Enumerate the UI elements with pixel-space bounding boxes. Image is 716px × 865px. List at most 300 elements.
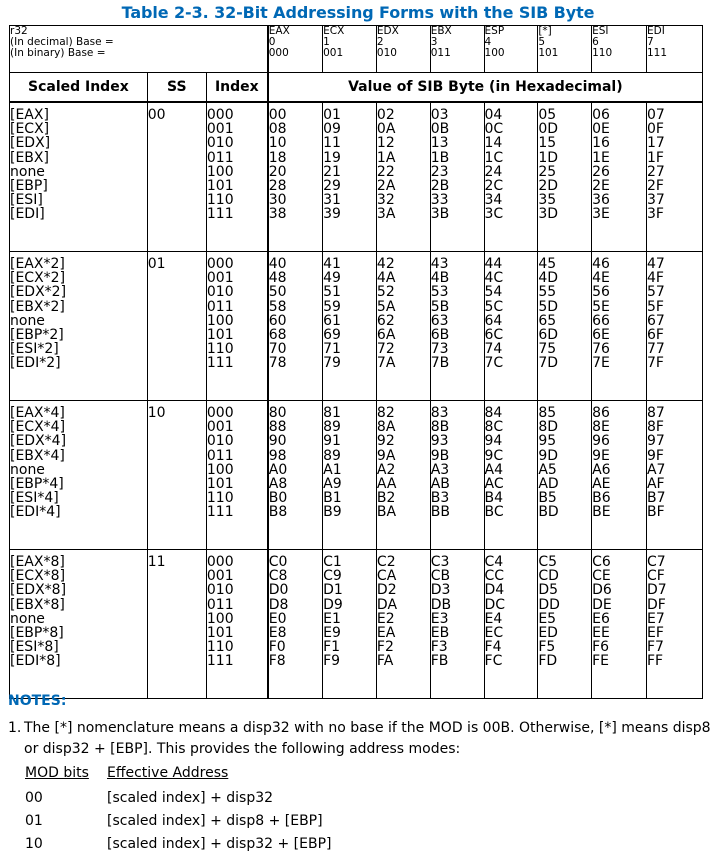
sib-hex-value: AF — [646, 476, 665, 493]
base-reg: ECX — [323, 25, 345, 37]
sib-value-cell — [430, 401, 484, 550]
sib-hex-value: 36 — [592, 192, 610, 209]
sib-hex-value: 85 — [538, 405, 557, 421]
sib-hex-value: B1 — [323, 490, 342, 507]
sib-hex-value: FA — [376, 653, 394, 670]
sib-hex-value: 3A — [376, 206, 396, 223]
sib-hex-value: 66 — [592, 312, 610, 329]
sib-hex-value: DF — [646, 596, 666, 613]
sib-hex-value: 12 — [376, 135, 395, 152]
index-header: Index — [206, 73, 267, 103]
index-entry: 010 — [206, 582, 234, 599]
sib-hex-value: ED — [538, 625, 558, 642]
ss-cell — [147, 550, 206, 699]
scaled-index-entry: [ECX] — [10, 121, 50, 138]
sib-hex-value: C7 — [646, 554, 666, 570]
sib-hex-value: 1C — [484, 149, 504, 166]
sib-hex-value: 1B — [430, 149, 450, 166]
sib-hex-value: 43 — [430, 256, 449, 272]
sib-hex-value: C4 — [484, 554, 504, 570]
sib-hex-value: 89 — [323, 447, 341, 464]
ss-header: SS — [147, 73, 206, 103]
sib-hex-value: D6 — [592, 582, 612, 599]
sib-value-cell — [430, 102, 484, 252]
index-entry: 100 — [206, 610, 234, 627]
sib-hex-value: 24 — [484, 163, 503, 180]
sib-hex-value: D5 — [538, 582, 558, 599]
sib-hex-value: AA — [376, 476, 397, 493]
scaled-index-entry: [ESI*4] — [10, 490, 59, 507]
sib-hex-value: 7D — [538, 355, 558, 372]
sib-hex-value: 76 — [592, 341, 610, 358]
sib-hex-value: 32 — [376, 192, 395, 209]
sib-value-cell — [376, 102, 430, 252]
sib-hex-value: FD — [538, 653, 558, 670]
sib-hex-value: E8 — [268, 625, 287, 642]
sib-hex-value: 47 — [646, 256, 665, 272]
sib-hex-value: C9 — [323, 568, 342, 585]
sib-hex-value: 4A — [376, 270, 396, 287]
index-entry: 111 — [206, 653, 234, 670]
sib-hex-value: 11 — [323, 135, 341, 152]
sib-hex-value: A3 — [430, 461, 450, 478]
sib-hex-value: 1E — [592, 149, 610, 166]
index-entry: 010 — [206, 284, 234, 301]
index-entry: 100 — [206, 312, 234, 329]
sib-hex-value: F9 — [323, 653, 341, 670]
sib-hex-value: 27 — [646, 163, 665, 180]
index-entry: 001 — [206, 568, 234, 585]
base-cell — [484, 26, 538, 73]
sib-hex-value: 44 — [484, 256, 503, 272]
base-dec: 2 — [376, 36, 384, 48]
index-entry: 000 — [206, 256, 234, 272]
scaled-index-entry: [EDI*2] — [10, 355, 61, 372]
sib-hex-value: E4 — [484, 610, 503, 627]
index-cell — [206, 550, 267, 699]
sib-hex-value: 0C — [484, 121, 504, 138]
sib-hex-value: 93 — [430, 433, 449, 450]
sib-hex-value: BE — [592, 504, 611, 521]
sib-hex-value: 02 — [376, 107, 395, 123]
ss-cell — [147, 252, 206, 401]
sib-hex-value: 73 — [430, 341, 449, 358]
index-entry: 111 — [206, 206, 234, 223]
scaled-index-entry: [EBP*8] — [10, 625, 64, 642]
base-reg: ESI — [592, 25, 609, 37]
sib-hex-value: 38 — [268, 206, 287, 223]
sib-hex-value: 6D — [538, 327, 558, 344]
sib-hex-value: 8D — [538, 419, 558, 436]
sib-hex-value: 83 — [430, 405, 449, 421]
sib-hex-value: 5A — [376, 298, 396, 315]
sib-hex-value: A5 — [538, 461, 557, 478]
base-dec: 0 — [268, 36, 276, 48]
sib-hex-value: C5 — [538, 554, 557, 570]
index-entry: 001 — [206, 419, 234, 436]
sib-value-cell — [592, 102, 647, 252]
note-text: The [*] nomenclature means a disp32 with no base if the MOD is 00B. Otherwise, [*] means disp8 or disp32 + [EBP]. This provides the following address modes: — [24, 720, 711, 757]
sib-value-cell — [592, 401, 647, 550]
sib-hex-value: DD — [538, 596, 560, 613]
sib-hex-value: 7A — [376, 355, 396, 372]
sib-hex-value: 91 — [323, 433, 341, 450]
sib-hex-value: 67 — [646, 312, 665, 329]
sib-hex-value: DC — [484, 596, 506, 613]
sib-hex-value: 33 — [430, 192, 449, 209]
sib-hex-value: BC — [484, 504, 504, 521]
sib-hex-value: 48 — [268, 270, 287, 287]
scaled-index-entry: [EDI] — [10, 206, 45, 223]
sib-hex-value: D3 — [430, 582, 451, 599]
sib-hex-value: FC — [484, 653, 503, 670]
sib-hex-value: 3E — [592, 206, 610, 223]
sib-hex-value: 9F — [646, 447, 664, 464]
sib-hex-value: 0A — [376, 121, 396, 138]
base-dec: 6 — [592, 36, 599, 48]
sib-hex-value: 59 — [323, 298, 341, 315]
sib-hex-value: BF — [646, 504, 665, 521]
ss-group-row — [10, 401, 703, 550]
sib-hex-value: 79 — [323, 355, 341, 372]
sib-hex-value: 09 — [323, 121, 341, 138]
sib-value-cell — [376, 550, 430, 699]
sib-hex-value: 01 — [323, 107, 341, 123]
sib-value-cell — [538, 252, 592, 401]
sib-hex-value: E2 — [376, 610, 395, 627]
sib-hex-value: DE — [592, 596, 612, 613]
ss-group-row — [10, 102, 703, 252]
sib-hex-value: 95 — [538, 433, 557, 450]
sib-hex-value: 14 — [484, 135, 503, 152]
base-bin: 110 — [592, 47, 613, 59]
sib-hex-value: F4 — [484, 639, 502, 656]
sib-hex-value: 2B — [430, 178, 450, 195]
index-entry: 110 — [206, 490, 234, 507]
mod-value: 10 — [25, 836, 43, 852]
base-reg: EBX — [430, 25, 452, 37]
sib-hex-value: 77 — [646, 341, 665, 358]
sib-hex-value: 88 — [268, 419, 287, 436]
sib-hex-value: E9 — [323, 625, 341, 642]
sib-hex-value: 5F — [646, 298, 664, 315]
sib-hex-value: AC — [484, 476, 504, 493]
sib-hex-value: 7E — [592, 355, 610, 372]
sib-hex-value: D8 — [268, 596, 289, 613]
effective-address: [scaled index] + disp8 + [EBP] — [107, 813, 323, 829]
sib-hex-value: EB — [430, 625, 450, 642]
sib-hex-value: A4 — [484, 461, 503, 478]
scaled-index-entry: [EDX*2] — [10, 284, 67, 301]
sib-hex-value: 74 — [484, 341, 503, 358]
sib-hex-value: CD — [538, 568, 559, 585]
sib-hex-value: A2 — [376, 461, 396, 478]
sib-value-cell — [268, 252, 323, 401]
sib-hex-value: 46 — [592, 256, 610, 272]
sib-hex-value: 56 — [592, 284, 610, 301]
base-cell — [376, 26, 430, 73]
base-reg: ESP — [484, 25, 505, 37]
ss-value: 10 — [147, 405, 166, 421]
sib-hex-value: C3 — [430, 554, 450, 570]
sib-table — [9, 25, 703, 699]
base-bin: 001 — [323, 47, 344, 59]
sib-hex-value: 5C — [484, 298, 504, 315]
base-cell — [592, 26, 647, 73]
sib-hex-value: DB — [430, 596, 452, 613]
base-cell — [323, 26, 377, 73]
base-reg: EAX — [268, 25, 290, 37]
scaled-index-entry: none — [10, 461, 45, 478]
base-reg: [*] — [538, 25, 552, 37]
base-cell — [268, 26, 323, 73]
sib-hex-value: 42 — [376, 256, 395, 272]
scaled-index-entry: [EDX] — [10, 135, 51, 152]
sib-hex-value: B7 — [646, 490, 666, 507]
sib-hex-value: 1D — [538, 149, 558, 166]
sib-hex-value: 60 — [268, 312, 287, 329]
sib-hex-value: EF — [646, 625, 664, 642]
sib-hex-value: BD — [538, 504, 559, 521]
scaled-index-entry: [ESI*8] — [10, 639, 59, 656]
index-entry: 011 — [206, 298, 234, 315]
sib-hex-value: 06 — [592, 107, 610, 123]
sib-hex-value: 35 — [538, 192, 557, 209]
scaled-index-entry: [EAX*2] — [10, 256, 65, 272]
ss-value: 11 — [147, 554, 166, 570]
sib-hex-value: 4E — [592, 270, 610, 287]
sib-hex-value: 30 — [268, 192, 287, 209]
sib-hex-value: 3D — [538, 206, 558, 223]
sib-hex-value: 54 — [484, 284, 503, 301]
sib-hex-value: 94 — [484, 433, 503, 450]
sib-hex-value: CE — [592, 568, 611, 585]
sib-hex-value: 98 — [268, 447, 287, 464]
sib-hex-value: 8F — [646, 419, 664, 436]
scaled-index-entry: [EBX*8] — [10, 596, 65, 613]
sib-value-cell — [323, 401, 377, 550]
sib-hex-value: 75 — [538, 341, 557, 358]
sib-hex-value: 2A — [376, 178, 396, 195]
sib-hex-value: 39 — [323, 206, 341, 223]
base-bin: 111 — [646, 47, 668, 59]
base-reg: EDI — [646, 25, 665, 37]
base-bin: 010 — [376, 47, 397, 59]
scaled-index-cell — [10, 102, 148, 252]
scaled-index-cell — [10, 550, 148, 699]
sib-hex-value: 0D — [538, 121, 558, 138]
sib-hex-value: 7B — [430, 355, 450, 372]
sib-hex-value: BA — [376, 504, 397, 521]
scaled-index-entry: [ESI] — [10, 192, 43, 209]
sib-hex-value: B9 — [323, 504, 342, 521]
sib-hex-value: 08 — [268, 121, 287, 138]
sib-hex-value: 3C — [484, 206, 504, 223]
sib-hex-value: 69 — [323, 327, 341, 344]
sib-hex-value: 53 — [430, 284, 449, 301]
sib-hex-value: 13 — [430, 135, 449, 152]
sib-hex-value: B2 — [376, 490, 396, 507]
effective-address: [scaled index] + disp32 — [107, 790, 274, 806]
sib-hex-value: 4B — [430, 270, 450, 287]
sib-hex-value: 1A — [376, 149, 396, 166]
sib-hex-value: 55 — [538, 284, 557, 301]
sib-hex-value: BB — [430, 504, 450, 521]
sib-hex-value: 0F — [646, 121, 664, 138]
sib-hex-value: F0 — [268, 639, 286, 656]
sib-hex-value: 8B — [430, 419, 450, 436]
ss-cell — [147, 102, 206, 252]
scaled-index-cell — [10, 401, 148, 550]
index-entry: 011 — [206, 447, 234, 464]
sib-hex-value: F3 — [430, 639, 448, 656]
index-entry: 001 — [206, 270, 234, 287]
scaled-index-entry: [EDX*8] — [10, 582, 67, 599]
scaled-index-entry: [EDX*4] — [10, 433, 67, 450]
sib-hex-value: 97 — [646, 433, 665, 450]
sib-hex-value: CA — [376, 568, 397, 585]
sib-hex-value: B4 — [484, 490, 504, 507]
scaled-index-entry: [ECX*8] — [10, 568, 66, 585]
sib-value-cell — [646, 401, 702, 550]
index-entry: 100 — [206, 461, 234, 478]
scaled-index-entry: [EBP*2] — [10, 327, 64, 344]
sib-hex-value: F2 — [376, 639, 394, 656]
index-entry: 110 — [206, 192, 234, 209]
column-header-row — [10, 73, 703, 103]
sib-value-cell — [484, 550, 538, 699]
sib-hex-value: 80 — [268, 405, 287, 421]
sib-hex-value: 37 — [646, 192, 665, 209]
sib-hex-value: 84 — [484, 405, 503, 421]
sib-hex-value: E5 — [538, 610, 557, 627]
base-bin: 101 — [538, 47, 559, 59]
mod-value: 00 — [25, 790, 43, 806]
sib-hex-value: B0 — [268, 490, 288, 507]
sib-hex-value: E3 — [430, 610, 449, 627]
sib-value-cell — [592, 550, 647, 699]
sib-value-cell — [323, 550, 377, 699]
sib-hex-value: 03 — [430, 107, 449, 123]
sib-value-cell — [268, 102, 323, 252]
sib-hex-value: 6E — [592, 327, 610, 344]
scaled-index-entry: [ECX*2] — [10, 270, 66, 287]
sib-hex-value: 64 — [484, 312, 503, 329]
sib-value-cell — [376, 401, 430, 550]
sib-hex-value: 0B — [430, 121, 450, 138]
sib-hex-value: 8E — [592, 419, 610, 436]
sib-value-cell — [484, 252, 538, 401]
sib-value-cell — [592, 252, 647, 401]
sib-hex-value: B5 — [538, 490, 557, 507]
sib-hex-value: 16 — [592, 135, 610, 152]
sib-hex-value: 31 — [323, 192, 341, 209]
sib-hex-value: 6B — [430, 327, 450, 344]
note-1 — [8, 718, 712, 760]
sib-value-cell — [323, 102, 377, 252]
scaled-index-entry: none — [10, 610, 45, 627]
sib-hex-value: D1 — [323, 582, 343, 599]
sib-hex-value: A8 — [268, 476, 288, 493]
scaled-index-entry: [EBX] — [10, 149, 49, 166]
sib-hex-value: 86 — [592, 405, 610, 421]
sib-hex-value: 20 — [268, 163, 287, 180]
sib-hex-value: 61 — [323, 312, 341, 329]
sib-hex-value: 71 — [323, 341, 341, 358]
sib-hex-value: 05 — [538, 107, 557, 123]
base-dec: 1 — [323, 36, 330, 48]
base-dec: 5 — [538, 36, 545, 48]
sib-value-cell — [484, 102, 538, 252]
sib-hex-value: 78 — [268, 355, 287, 372]
sib-hex-value: 92 — [376, 433, 395, 450]
sib-hex-value: B3 — [430, 490, 450, 507]
sib-hex-value: 1F — [646, 149, 664, 166]
sib-hex-value: 19 — [323, 149, 341, 166]
index-entry: 000 — [206, 107, 234, 123]
sib-hex-value: B6 — [592, 490, 611, 507]
effective-address-header: Effective Address — [107, 765, 229, 781]
sib-hex-value: C0 — [268, 554, 288, 570]
sib-hex-value: F8 — [268, 653, 286, 670]
scaled-index-entry: [EAX*8] — [10, 554, 65, 570]
sib-hex-value: CF — [646, 568, 665, 585]
sib-hex-value: 00 — [268, 107, 287, 123]
sib-hex-value: 22 — [376, 163, 395, 180]
sib-hex-value: 96 — [592, 433, 610, 450]
ss-value: 00 — [147, 107, 166, 123]
sib-hex-value: E7 — [646, 610, 665, 627]
scaled-index-entry: [EDI*8] — [10, 653, 61, 670]
index-cell — [206, 401, 267, 550]
sib-hex-value: C6 — [592, 554, 611, 570]
sib-hex-value: E0 — [268, 610, 287, 627]
sib-hex-value: D4 — [484, 582, 505, 599]
sib-value-cell — [268, 550, 323, 699]
sib-hex-value: 18 — [268, 149, 287, 166]
sib-hex-value: 65 — [538, 312, 557, 329]
sib-hex-value: AE — [592, 476, 611, 493]
sib-hex-value: C1 — [323, 554, 342, 570]
base-dec: 3 — [430, 36, 438, 48]
sib-hex-value: 49 — [323, 270, 341, 287]
sib-hex-value: 23 — [430, 163, 449, 180]
sib-hex-value: 04 — [484, 107, 503, 123]
base-cell — [646, 26, 702, 73]
sib-hex-value: A7 — [646, 461, 666, 478]
mod-bits-header: MOD bits — [25, 765, 89, 781]
sib-hex-value: 9E — [592, 447, 610, 464]
index-entry: 000 — [206, 554, 234, 570]
base-header-row — [10, 26, 703, 73]
sib-value-cell — [323, 252, 377, 401]
sib-hex-value: 62 — [376, 312, 395, 329]
sib-hex-value: 41 — [323, 256, 341, 272]
index-entry: 011 — [206, 596, 234, 613]
base-cell — [430, 26, 484, 73]
sib-hex-value: F6 — [592, 639, 610, 656]
effective-address: [scaled index] + disp32 + [EBP] — [107, 836, 332, 852]
index-entry: 100 — [206, 163, 234, 180]
sib-hex-value: 6C — [484, 327, 504, 344]
sib-hex-value: 34 — [484, 192, 503, 209]
sib-hex-value: D0 — [268, 582, 289, 599]
scaled-index-entry: [EAX*4] — [10, 405, 65, 421]
index-entry: 111 — [206, 504, 234, 521]
base-label-cell — [10, 26, 268, 73]
sib-hex-value: 45 — [538, 256, 557, 272]
ss-cell — [147, 401, 206, 550]
